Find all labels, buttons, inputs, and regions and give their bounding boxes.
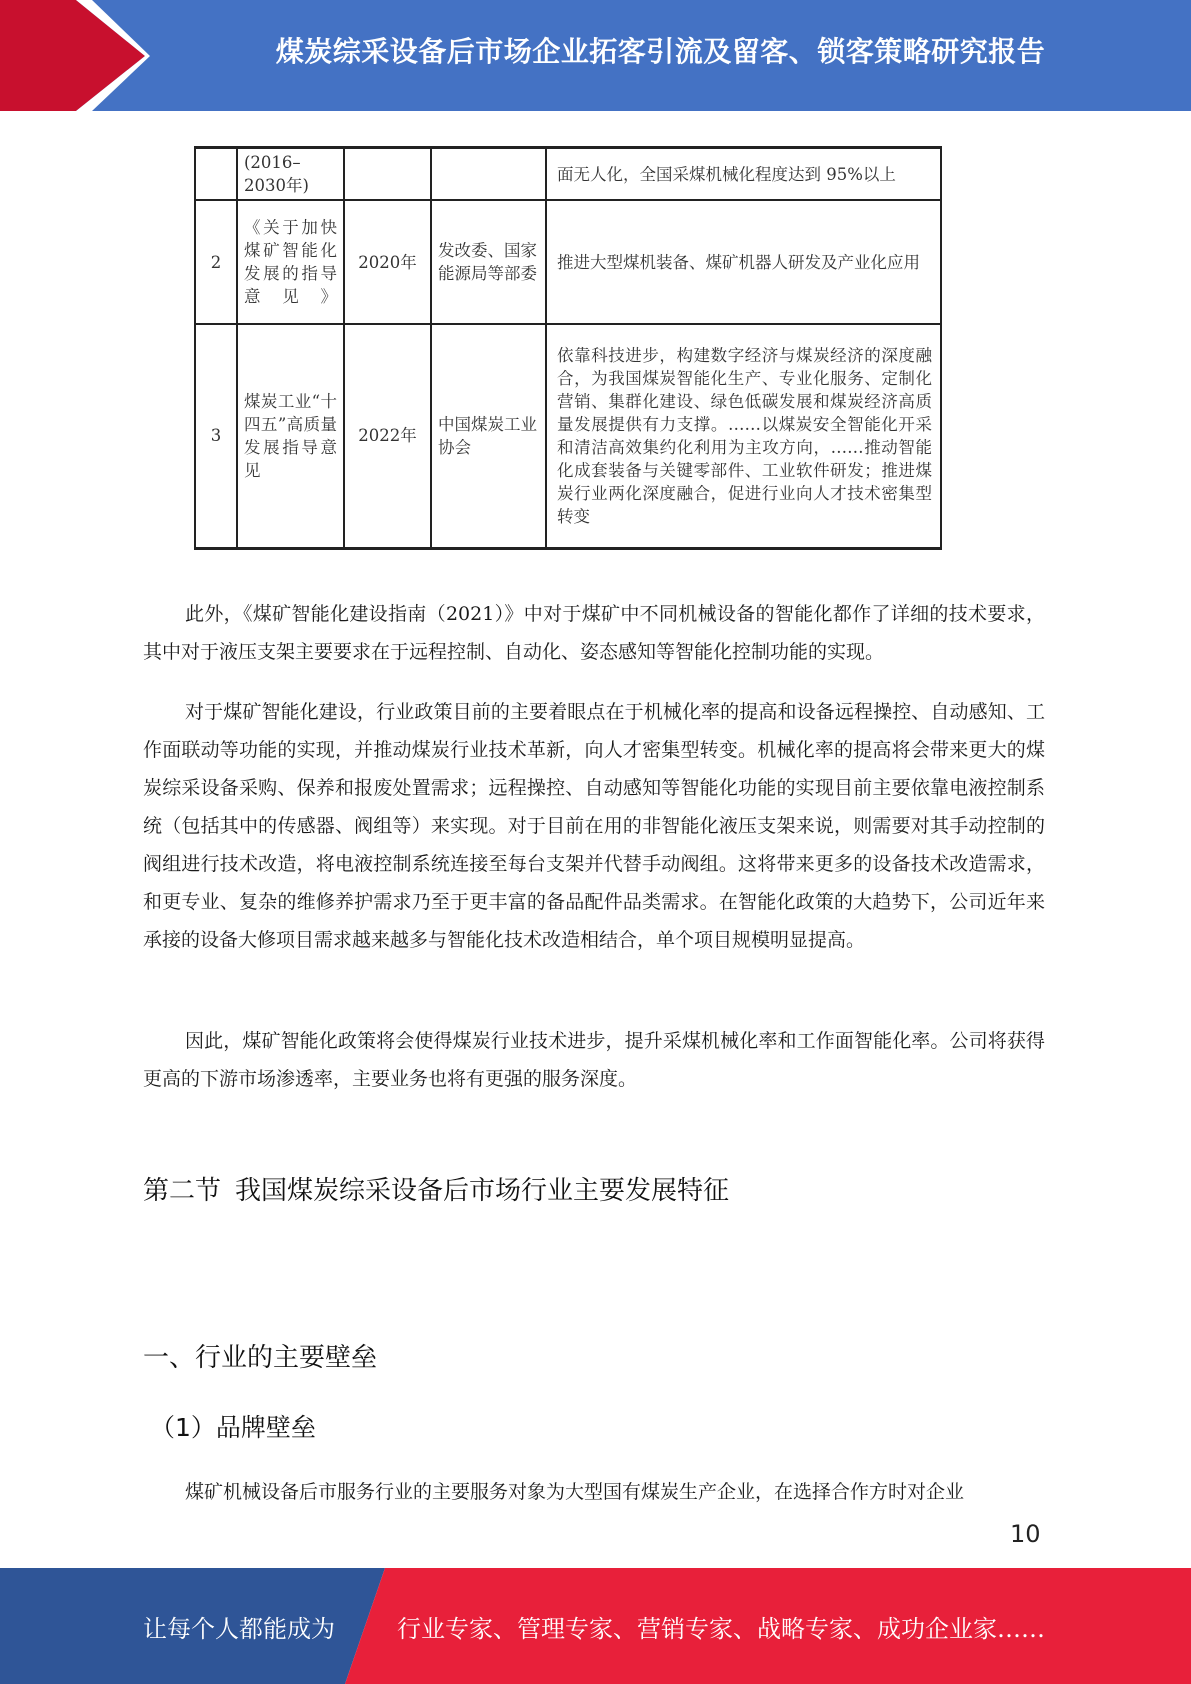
section-label: 第二节 [143,1176,222,1206]
row-number: 3 [195,324,237,548]
policy-year: 2020年 [344,200,431,324]
row-number [195,148,237,201]
body-paragraph: 此外，《煤矿智能化建设指南（2021）》中对于煤矿中不同机械设备的智能化都作了详细的技术要求，其中对于液压支架主要要求在于远程控制、自动化、姿态感知等智能化控制功能的实现。 [143,603,1045,663]
policy-year: 2022年 [344,324,431,548]
policy-content: 依靠科技进步，构建数字经济与煤炭经济的深度融合，为我国煤炭智能化生产、专业化服务、定制化营销、集群化建设、绿色低碳发展和煤炭经济高质量发展提供有力支撑。……以煤炭安全智能化开采和清洁高效集约化利用为主攻方向，……推动智能化成套装备与关键零部件、工业软件研发；推进煤炭行业两化深度融合，促进行业向人才技术密集型转变 [546,324,941,548]
footer-slogan-right: 行业专家、管理专家、营销专家、战略专家、成功企业家…… [397,1615,1045,1643]
policy-issuer: 发改委、国家能源局等部委 [431,200,546,324]
policy-issuer [431,148,546,201]
table-row [195,324,941,548]
policy-content: 推进大型煤机装备、煤矿机器人研发及产业化应用 [546,200,941,324]
body-paragraph: 对于煤矿智能化建设，行业政策目前的主要着眼点在于机械化率的提高和设备远程操控、自动感知、工作面联动等功能的实现，并推动煤炭行业技术革新，向人才密集型转变。机械化率的提高将会带来更大的煤炭综采设备采购、保养和报废处置需求；远程操控、自动感知等智能化功能的实现目前主要依靠电液控制系统（包括其中的传感器、阀组等）来实现。对于目前在用的非智能化液压支架来说，则需要对其手动控制的阀组进行技术改造，将电液控制系统连接至每台支架并代替手动阀组。这将带来更多的设备技术改造需求，和更专业、复杂的维修养护需求乃至于更丰富的备品配件品类需求。在智能化政策的大趋势下，公司近年来承接的设备大修项目需求越来越多与智能化技术改造相结合，单个项目规模明显提高。 [143,701,1045,951]
table-row [195,200,941,324]
section-title: 我国煤炭综采设备后市场行业主要发展特征 [235,1176,730,1206]
page-number: 10 [1010,1520,1041,1548]
table-row [195,148,941,201]
body-paragraph: 煤矿机械设备后市服务行业的主要服务对象为大型国有煤炭生产企业，在选择合作方时对企业 [185,1481,965,1503]
policy-table [194,146,942,550]
section-heading [143,1170,729,1207]
footer-slogan-left: 让每个人都能成为 [143,1615,335,1643]
subsection-heading: 一、行业的主要壁垒 [143,1343,378,1373]
row-number: 2 [195,200,237,324]
footer-banner [0,1568,1191,1684]
policy-content: 面无人化，全国采煤机械化程度达到 95%以上 [546,148,941,201]
header-banner [0,0,1191,111]
subsubsection-heading: （1）品牌壁垒 [150,1413,316,1442]
policy-name: (2016–2030年) [237,148,344,201]
policy-name: 《关于加快煤矿智能化发展的指导意见》 [237,200,344,324]
report-title: 煤炭综采设备后市场企业拓客引流及留客、锁客策略研究报告 [275,35,1046,68]
policy-name: 煤炭工业“十四五”高质量发展指导意见 [237,324,344,548]
policy-issuer: 中国煤炭工业协会 [431,324,546,548]
policy-year [344,148,431,201]
body-paragraph: 因此，煤矿智能化政策将会使得煤炭行业技术进步，提升采煤机械化率和工作面智能化率。公司将获得更高的下游市场渗透率，主要业务也将有更强的服务深度。 [143,1030,1045,1090]
